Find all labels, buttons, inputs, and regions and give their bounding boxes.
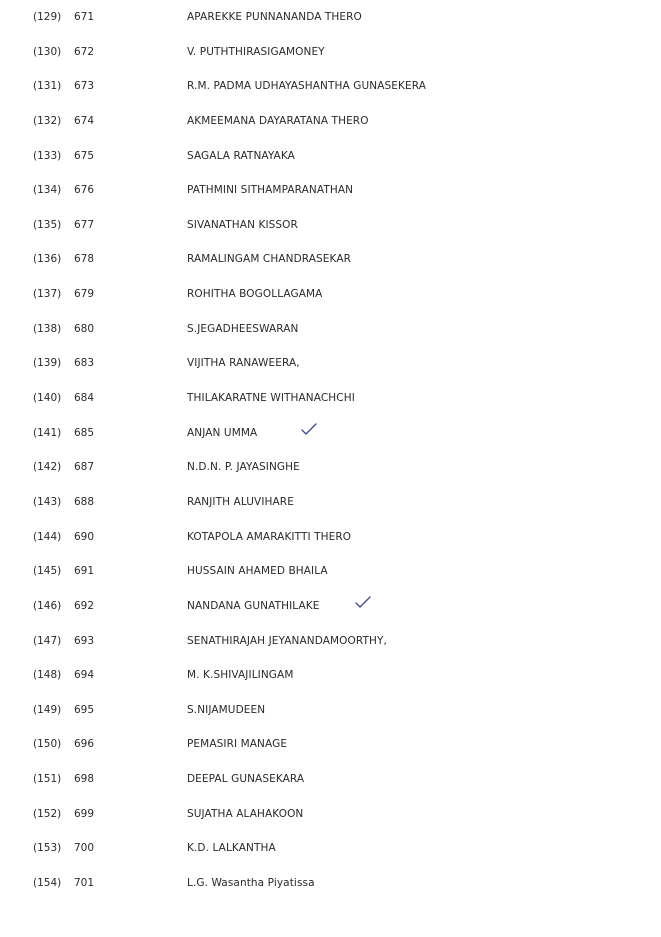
list-item: [0, 563, 661, 598]
row-number: 693: [74, 634, 95, 647]
row-number: 675: [74, 149, 95, 162]
row-name: AKMEEMANA DAYARATANA THERO: [187, 114, 369, 127]
row-name: PATHMINI SITHAMPARANATHAN: [187, 184, 354, 197]
row-number: 700: [74, 842, 95, 855]
row-index: (154): [33, 877, 62, 890]
row-index: (152): [33, 807, 62, 820]
list-item: [0, 355, 661, 390]
list-item: [0, 390, 661, 425]
list-item: [0, 251, 661, 286]
list-item: [0, 321, 661, 356]
list-item: [0, 875, 661, 910]
row-number: 695: [74, 703, 95, 716]
row-index: (135): [33, 218, 62, 231]
row-index: (146): [33, 599, 62, 612]
row-number: 676: [74, 184, 95, 197]
list-item: [0, 771, 661, 806]
row-number: 698: [74, 773, 95, 786]
row-name: SENATHIRAJAH JEYANANDAMOORTHY,: [187, 634, 387, 647]
row-index: (150): [33, 738, 62, 751]
list-item: [0, 113, 661, 148]
row-name: VIJITHA RANAWEERA,: [187, 357, 300, 370]
list-item: [0, 182, 661, 217]
row-name: APAREKKE PUNNANANDA THERO: [187, 11, 362, 23]
row-number: 687: [74, 461, 95, 474]
list-item: [0, 217, 661, 252]
row-index: (136): [33, 253, 62, 266]
row-index: (140): [33, 392, 62, 405]
row-name: KOTAPOLA AMARAKITTI THERO: [187, 530, 352, 543]
row-index: (133): [33, 149, 62, 162]
row-index: (138): [33, 322, 62, 335]
row-name: S.JEGADHEESWARAN: [187, 322, 299, 335]
list-item: [0, 44, 661, 79]
row-index: (147): [33, 634, 62, 647]
row-number: 673: [74, 80, 95, 93]
row-name: SAGALA RATNAYAKA: [187, 149, 295, 162]
list-item: [0, 806, 661, 841]
row-index: (130): [33, 45, 62, 58]
row-number: 701: [74, 877, 95, 890]
row-name: NANDANA GUNATHILAKE: [187, 599, 320, 612]
row-index: (129): [33, 11, 62, 23]
row-number: 678: [74, 253, 95, 266]
row-index: (132): [33, 114, 62, 127]
row-index: (151): [33, 773, 62, 786]
row-name: SIVANATHAN KISSOR: [187, 218, 298, 231]
row-number: 696: [74, 738, 95, 751]
row-number: 679: [74, 288, 95, 301]
row-index: (139): [33, 357, 62, 370]
list-item: [0, 840, 661, 875]
row-index: (149): [33, 703, 62, 716]
row-number: 685: [74, 426, 95, 439]
row-name: M. K.SHIVAJILINGAM: [187, 669, 294, 682]
list-item: [0, 702, 661, 737]
row-number: 674: [74, 114, 95, 127]
row-number: 683: [74, 357, 95, 370]
row-name: SUJATHA ALAHAKOON: [187, 807, 304, 820]
list-item: [0, 633, 661, 668]
list-item: [0, 736, 661, 771]
list-item: [0, 667, 661, 702]
row-number: 691: [74, 565, 95, 578]
row-index: (144): [33, 530, 62, 543]
list-item: [0, 78, 661, 113]
row-name: HUSSAIN AHAMED BHAILA: [187, 565, 328, 578]
row-number: 688: [74, 495, 95, 508]
row-number: 694: [74, 669, 95, 682]
row-index: (148): [33, 669, 62, 682]
row-number: 671: [74, 11, 95, 23]
row-index: (142): [33, 461, 62, 474]
list-item: [0, 598, 661, 633]
row-name: ROHITHA BOGOLLAGAMA: [187, 288, 323, 301]
row-number: 684: [74, 392, 95, 405]
row-number: 690: [74, 530, 95, 543]
list-item: [0, 148, 661, 183]
row-name: V. PUTHTHIRASIGAMONEY: [187, 45, 325, 58]
row-number: 672: [74, 45, 95, 58]
list-item: [0, 425, 661, 460]
list-item: [0, 9, 661, 44]
list-item: [0, 494, 661, 529]
row-index: (134): [33, 184, 62, 197]
row-name: DEEPAL GUNASEKARA: [187, 773, 305, 786]
row-index: (153): [33, 842, 62, 855]
row-name: THILAKARATNE WITHANACHCHI: [187, 392, 355, 405]
row-name: S.NIJAMUDEEN: [187, 703, 266, 716]
list-item: [0, 529, 661, 564]
row-name: RAMALINGAM CHANDRASEKAR: [187, 253, 351, 266]
row-number: 699: [74, 807, 95, 820]
row-index: (131): [33, 80, 62, 93]
candidate-list: [0, 9, 661, 910]
list-item: [0, 286, 661, 321]
row-name: L.G. Wasantha Piyatissa: [187, 877, 315, 890]
row-index: (141): [33, 426, 62, 439]
row-number: 692: [74, 599, 95, 612]
checkmark-icon: [300, 422, 318, 436]
row-name: R.M. PADMA UDHAYASHANTHA GUNASEKERA: [187, 80, 426, 93]
checkmark-icon: [354, 595, 372, 609]
row-index: (145): [33, 565, 62, 578]
row-name: K.D. LALKANTHA: [187, 842, 276, 855]
row-name: ANJAN UMMA: [187, 426, 258, 439]
row-index: (143): [33, 495, 62, 508]
row-name: N.D.N. P. JAYASINGHE: [187, 461, 300, 474]
row-number: 677: [74, 218, 95, 231]
row-number: 680: [74, 322, 95, 335]
row-name: PEMASIRI MANAGE: [187, 738, 288, 751]
row-index: (137): [33, 288, 62, 301]
list-item: [0, 459, 661, 494]
row-name: RANJITH ALUVIHARE: [187, 495, 294, 508]
